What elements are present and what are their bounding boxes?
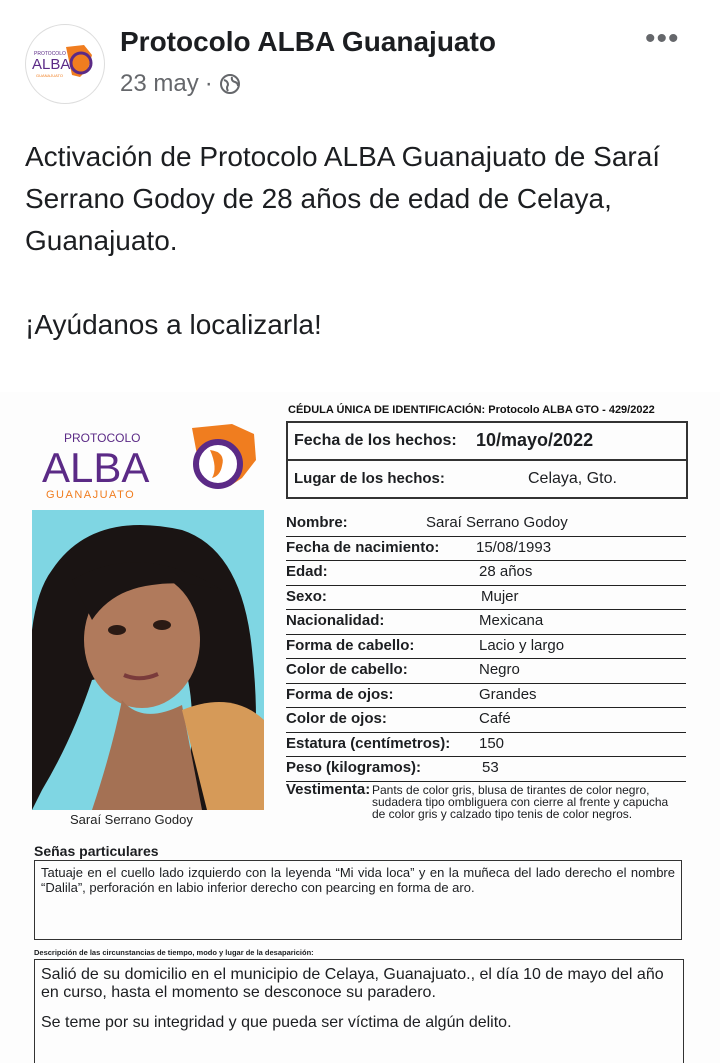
svg-text:GUANAJUATO: GUANAJUATO — [36, 73, 63, 78]
post-paragraph: Activación de Protocolo ALBA Guanajuato de Saraí Serrano Godoy de 28 años de edad de Celaya, Guanajuato. — [25, 141, 661, 256]
row-value: Lacio y largo — [479, 636, 565, 654]
logo-sub-word: GUANAJUATO — [46, 489, 136, 501]
row-value: Mexicana — [479, 612, 544, 629]
desc-paragraph: Se teme por su integridad y que pueda ser víctima de algún delito. — [41, 1014, 512, 1031]
data-row — [286, 659, 686, 684]
person-photo — [32, 510, 264, 810]
data-row — [286, 757, 686, 782]
row-value: 150 — [479, 734, 505, 752]
row-value: Café — [479, 710, 511, 727]
row-label: Nombre: — [286, 514, 348, 531]
post-text — [25, 136, 705, 346]
person-data-table — [286, 512, 686, 782]
post-meta — [120, 70, 241, 98]
lugar-hechos-label: Lugar de los hechos: — [294, 470, 445, 487]
svg-text:ALBA: ALBA — [32, 56, 71, 73]
alba-logo-icon — [26, 25, 104, 103]
post-paragraph-cta: ¡Ayúdanos a localizarla! — [25, 309, 322, 340]
row-label: Color de cabello: — [286, 661, 408, 678]
more-options-button[interactable]: ••• — [645, 22, 680, 55]
person-portrait-graphic — [32, 510, 264, 810]
row-value: Negro — [479, 661, 520, 678]
row-value: Mujer — [481, 587, 519, 605]
vestimenta-label: Vestimenta: — [286, 781, 371, 798]
data-row — [286, 561, 686, 586]
desc-box — [34, 959, 684, 1063]
lugar-hechos-row — [288, 461, 686, 497]
row-value: Saraí Serrano Godoy — [426, 514, 568, 531]
fecha-hechos-row — [288, 423, 686, 461]
vestimenta-value: Pants de color gris, blusa de tirantes de color negro, sudadera tipo ombliguera con cierre al frente y capucha de color gris y calzado tipo tenis de color negros. — [372, 783, 669, 821]
data-row — [286, 610, 686, 635]
alba-logo — [42, 420, 262, 510]
row-label: Estatura (centímetros): — [286, 734, 451, 752]
data-row — [286, 635, 686, 660]
data-row — [286, 586, 686, 611]
row-label: Nacionalidad: — [286, 612, 385, 629]
svg-text:PROTOCOLO: PROTOCOLO — [34, 51, 66, 57]
desc-title: Descripción de las circunstancias de tiempo, modo y lugar de la desaparición: — [34, 948, 314, 957]
logo-small-word: PROTOCOLO — [64, 431, 141, 445]
lugar-hechos-value: Celaya, Gto. — [528, 470, 617, 487]
row-label: Sexo: — [286, 587, 327, 605]
photo-caption: Saraí Serrano Godoy — [70, 812, 193, 827]
row-value: 53 — [482, 759, 499, 776]
page-name-link[interactable]: Protocolo ALBA Guanajuato — [120, 26, 496, 57]
fecha-hechos-label: Fecha de los hechos: — [294, 432, 457, 449]
row-label: Edad: — [286, 563, 328, 580]
row-label: Forma de cabello: — [286, 636, 415, 654]
event-info-box — [286, 421, 688, 499]
row-label: Color de ojos: — [286, 710, 387, 727]
alba-logo-graphic — [42, 420, 262, 510]
globe-icon[interactable] — [219, 73, 241, 95]
logo-big-word: ALBA — [42, 444, 150, 491]
row-value: 28 años — [479, 563, 533, 580]
data-row — [286, 733, 686, 758]
fecha-hechos-value: 10/mayo/2022 — [476, 430, 594, 450]
post-header — [0, 0, 720, 120]
cedula-title: CÉDULA ÚNICA DE IDENTIFICACIÓN: Protocolo ALBA GTO - 429/2022 — [288, 404, 655, 416]
alert-flyer-image[interactable] — [0, 392, 720, 1063]
row-value: Grandes — [479, 685, 537, 703]
row-label: Peso (kilogramos): — [286, 759, 422, 776]
data-row — [286, 708, 686, 733]
data-row — [286, 537, 686, 562]
senas-text: Tatuaje en el cuello lado izquierdo con la leyenda “Mi vida loca” y en la muñeca del lado derecho el nombre “Dalila”, perforación en labio inferior derecho con pearcing en forma de aro. — [34, 860, 682, 940]
meta-separator: · — [204, 70, 213, 97]
row-label: Forma de ojos: — [286, 685, 394, 703]
data-row — [286, 512, 686, 537]
desc-paragraph: Salió de su domicilio en el municipio de Celaya, Guanajuato., el día 10 de mayo del año en curso, hasta el momento se desconoce su paradero. — [41, 966, 664, 1001]
row-value: 15/08/1993 — [476, 538, 552, 556]
post-date-link[interactable]: 23 may — [120, 70, 199, 97]
senas-title: Señas particulares — [34, 843, 159, 859]
row-label: Fecha de nacimiento: — [286, 538, 440, 556]
data-row — [286, 684, 686, 709]
page-avatar[interactable] — [25, 24, 105, 104]
